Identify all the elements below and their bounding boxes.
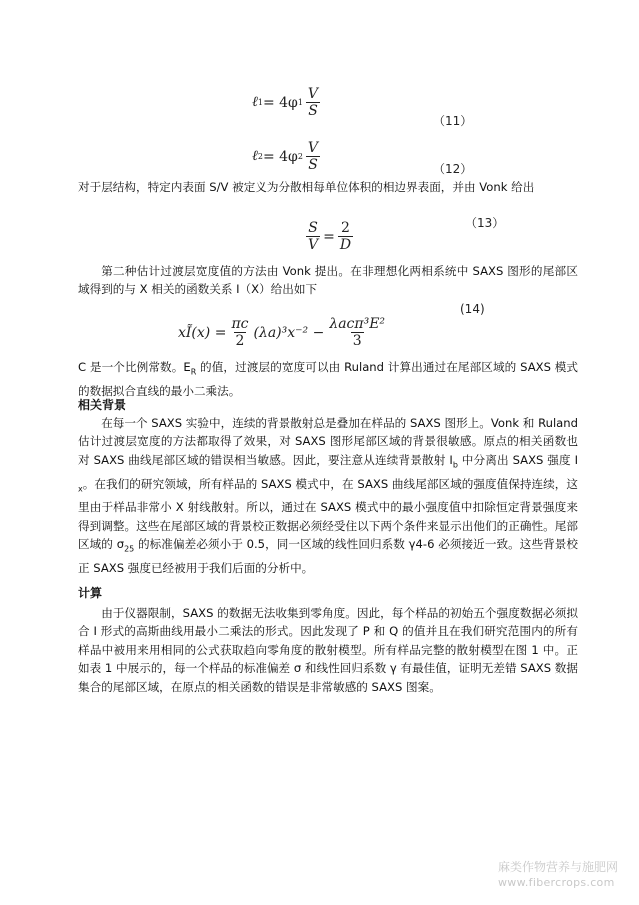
equation-12-number: （12） bbox=[433, 162, 473, 176]
paragraph-surface-definition: 对于层结构，特定内表面 S/V 被定义为分散相每单位体积的相边界表面，并由 Vonk 给出 bbox=[78, 180, 535, 194]
equation-14-number: (14) bbox=[460, 302, 485, 316]
paragraph-background-scattering: 在每一个 SAXS 实验中，连续的背景散射总是叠加在样品的 SAXS 图形上。Vonk 和 Ruland 估计过渡层宽度的方法都取得了效果，对 SAXS 图形尾部区域的背景很敏感。原点的相关函数也对 SAXS 曲线尾部区域的错误相当敏感。因此，要注意从连续背景散射 $I_b$ 中分离出 SAXS 强度 $I_x$。在我们的研究领域，所有样品的 SAXS 模式中，在 SAXS 曲线尾部区域的强度值保持连续，这里由于样品非常小 X 射线散射。所以，通过在 SAXS 模式中的最小强度值中扣除恒定背景强度来得到调整。这些在尾部区域的背景校正数据必须经受住以下两个条件来显示出他们的正确性。尾部区域的 $\sigma_{25}$ 的标准偏差必须小于 0.5，同一区域的线性回归系数 γ4-6 必须接近一致。这些背景校正 SAXS 强度已经被用于我们后面的分析中。 bbox=[78, 416, 578, 575]
paragraph-calculation: 由于仪器限制，SAXS 的数据无法收集到零角度。因此，每个样品的初始五个强度数据必须拟合 I 形式的高斯曲线用最小二乘法的形式。因此发现了 P 和 Q 的值并且在我们研究范围内的所有样品中被用来用相同的公式获取趋向零角度的散射模型。所有样品完整的散射模型在图 1 中。正如表 1 中展示的，每一个样品的标准偏差 σ 和线性回归系数 γ 有最佳值，证明无差错 SAXS 数据集合的尾部区域，在原点的相关函数的错误是非常敏感的 SAXS 图案。 bbox=[78, 606, 578, 694]
paragraph-vonk-method: 第二种估计过渡层宽度值的方法由 Vonk 提出。在非理想化两相系统中 SAXS 图形的尾部区域得到的与 X 相关的函数关系 I（X）给出如下 bbox=[78, 264, 578, 297]
equation-11-number: （11） bbox=[433, 114, 473, 128]
heading-related-background: 相关背景 bbox=[78, 398, 127, 412]
site-watermark bbox=[498, 860, 618, 890]
equation-11: ℓ 1 = 4φ 1 $\frac{V}{S}$ bbox=[252, 86, 319, 119]
equation-13: $\frac{S}{V}$ = $\frac{2}{D}$ bbox=[308, 220, 352, 253]
heading-calculation: 计算 bbox=[78, 586, 103, 600]
paragraph-ruland-fit: C 是一个比例常数。$E_R$ 的值，过渡层的宽度可以由 Ruland 计算出通过在尾部区域的 SAXS 模式的数据拟合直线的最小二乘法。 bbox=[78, 360, 579, 398]
watermark-title: 麻类作物营养与施肥网 bbox=[498, 860, 619, 874]
watermark-url: www.fibercrops.com bbox=[498, 876, 615, 889]
equation-14: xĨ(x) = $\frac{\pi c}{2}$ (λa)³x⁻² − $\frac{\text{λacπ³E²}}{3}$ bbox=[178, 316, 386, 349]
equation-13-number: （13） bbox=[465, 216, 505, 230]
equation-12: ℓ 2 = 4φ 2 $\frac{V}{S}$ bbox=[252, 140, 319, 173]
